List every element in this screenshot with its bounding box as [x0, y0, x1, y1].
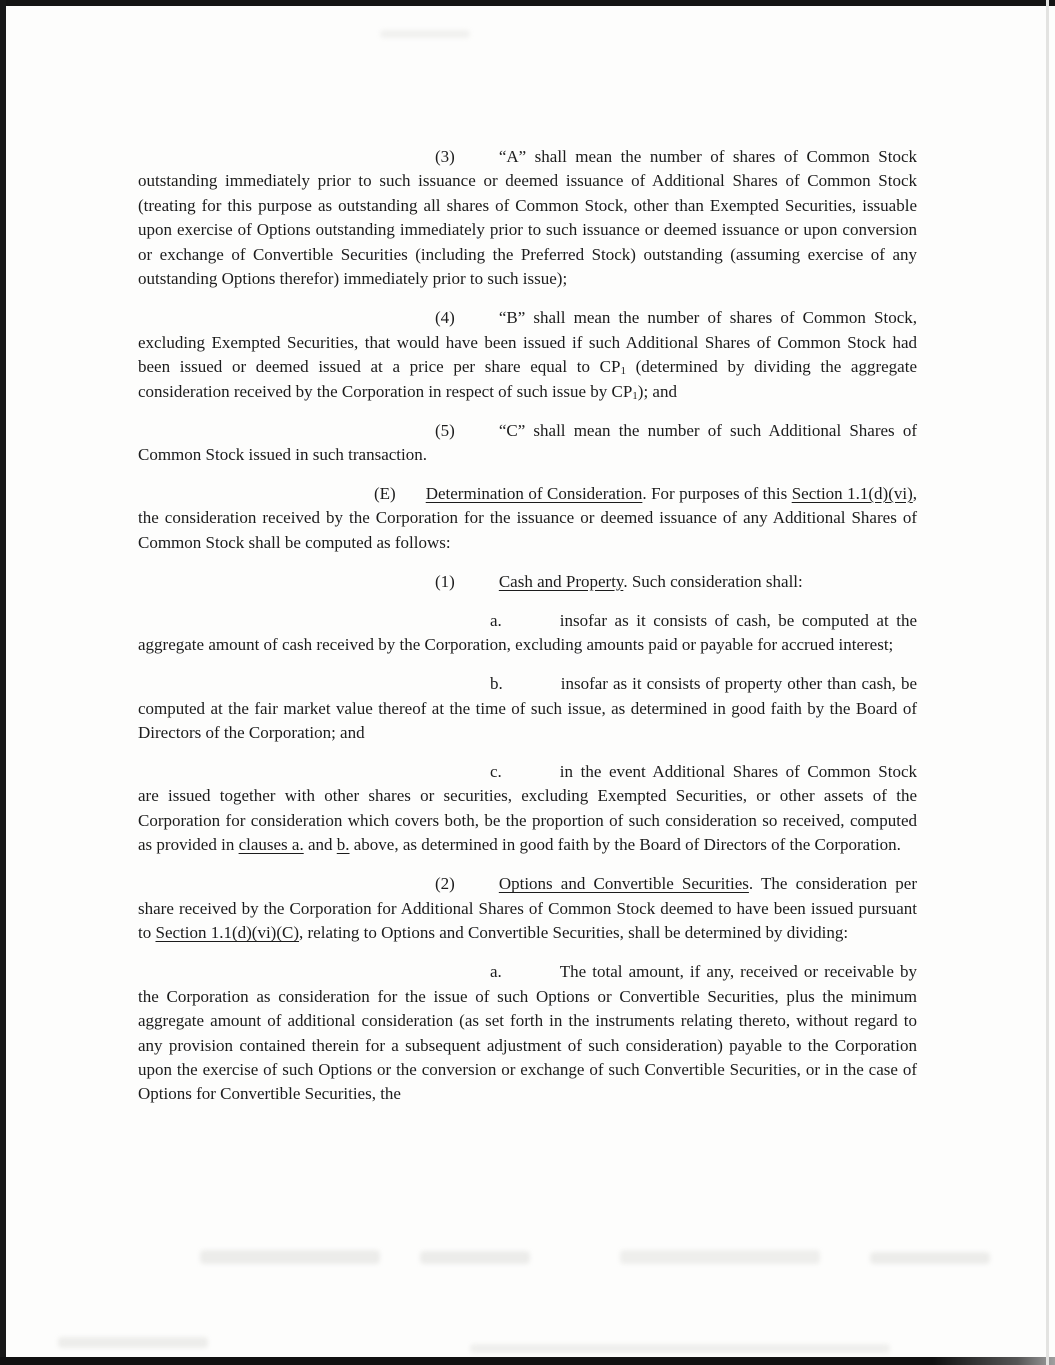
clause-number: (1)	[435, 571, 455, 591]
clause-E-determination-of-consideration	[138, 482, 917, 555]
text-segment: , the consideration received by the Corporation for the issuance or deemed issuance of any Additional Shares of Common Stock shall be computed as follows:	[138, 483, 918, 552]
scan-border-left	[0, 0, 6, 1365]
text-segment: above, as determined in good faith by the Board of Directors of the Corporation.	[349, 835, 901, 855]
text-segment: “B” shall mean the number of shares of Common Stock, excluding Exempted Securities, that would have been issued if such Additional Shares of Common Stock had been issued or deemed issued at a price per share equal to CP	[138, 308, 917, 377]
clause-number: a.	[490, 610, 502, 630]
clause-text	[138, 308, 917, 400]
clause-3	[138, 145, 917, 292]
clause-number: (2)	[435, 874, 455, 894]
subscript-text: 1	[620, 365, 626, 378]
scan-edge-right	[1046, 0, 1049, 1365]
clause-4	[138, 306, 917, 404]
clause-1-cash-and-property	[138, 570, 917, 594]
text-segment: . Such consideration shall:	[623, 571, 803, 591]
clause-text	[138, 421, 917, 464]
text-segment: and	[303, 835, 337, 855]
underlined-reference: Cash and Property	[498, 571, 624, 591]
clause-number: (E)	[374, 483, 396, 503]
subscript-text: 1	[632, 389, 638, 402]
clause-text	[138, 611, 917, 654]
scan-smudge	[420, 1251, 530, 1264]
clause-text	[138, 874, 917, 942]
text-segment: insofar as it consists of property other than cash, be computed at the fair market value thereof at the time of such issue, as determined in good faith by the Board of Directors of the Corporation; and	[138, 674, 917, 743]
text-segment: ); and	[637, 381, 677, 401]
clause-a-cash	[138, 609, 917, 658]
scan-smudge	[380, 30, 470, 38]
clause-text	[499, 572, 803, 591]
clause-text	[138, 962, 917, 1103]
scan-border-top	[0, 0, 1055, 6]
clause-text	[138, 147, 917, 288]
text-segment: , relating to Options and Convertible Securities, shall be determined by dividing:	[299, 923, 849, 943]
text-segment: “C” shall mean the number of such Additional Shares of Common Stock issued in such transaction.	[138, 420, 917, 464]
clause-2-options-and-convertible-securities	[138, 872, 917, 945]
document-body	[138, 145, 917, 1121]
text-segment: The total amount, if any, received or receivable by the Corporation as consideration for the issue of such Options or Convertible Securities, plus the minimum aggregate amount of additional consideration (as set forth in the instruments relating thereto, without regard to any provision contained therein for a subsequent adjustment of such consideration) payable to the Corporation upon the exercise of such Options or the conversion or exchange of such Convertible Securities, or in the case of Options for Convertible Securities, the	[138, 962, 917, 1104]
underlined-reference: clauses a.	[238, 835, 304, 855]
text-segment: “A” shall mean the number of shares of Common Stock outstanding immediately prior to such issuance or deemed issuance of Additional Shares of Common Stock (treating for this purpose as outstanding all shares of Common Stock, other than Exempted Securities, issuable upon exercise of Options outstanding immediately prior to such issuance or deemed issuance or upon conversion or exchange of Convertible Securities (including the Preferred Stock) outstanding (assuming exercise of any outstanding Options therefor) immediately prior to such issue);	[138, 147, 917, 289]
underlined-reference: Section 1.1(d)(vi)(C)	[155, 923, 300, 943]
clause-a-total-amount	[138, 960, 917, 1107]
clause-number: (5)	[435, 420, 455, 440]
text-segment: (determined by dividing the aggregate consideration received by the Corporation in respect of such issue by CP	[138, 357, 917, 401]
text-segment: insofar as it consists of cash, be computed at the aggregate amount of cash received by the Corporation, excluding amounts paid or payable for accrued interest;	[138, 610, 917, 655]
clause-b-property	[138, 672, 917, 745]
text-segment: . The consideration per share received by the Corporation for Additional Shares of Common Stock deemed to have been issued pursuant to	[138, 874, 917, 943]
scan-smudge	[470, 1344, 890, 1353]
underlined-reference: Section 1.1(d)(vi)	[791, 483, 913, 503]
underlined-reference: Options and Convertible Securities	[498, 874, 749, 894]
scan-smudge	[870, 1252, 990, 1264]
clause-number: b.	[490, 674, 503, 694]
clause-number: c.	[490, 762, 502, 782]
clause-c-mixed-consideration	[138, 760, 917, 858]
text-segment: . For purposes of this	[642, 483, 792, 503]
scan-smudge	[58, 1337, 208, 1348]
underlined-reference: b.	[336, 835, 350, 855]
clause-number: (4)	[435, 308, 455, 328]
clause-text	[138, 762, 917, 854]
clause-number: (3)	[435, 147, 455, 166]
clause-number: a.	[490, 962, 502, 982]
scan-smudge	[620, 1250, 820, 1264]
clause-text	[138, 674, 917, 742]
scan-border-bottom	[0, 1357, 1055, 1365]
clause-text	[138, 484, 917, 552]
underlined-reference: Determination of Consideration	[425, 483, 643, 503]
text-segment: in the event Additional Shares of Common Stock are issued together with other shares or securities, excluding Exempted Securities, or other assets of the Corporation for consideration which covers both, be the proportion of such consideration so received, computed as provided in	[138, 762, 917, 855]
scan-smudge	[200, 1250, 380, 1264]
clause-5	[138, 419, 917, 468]
